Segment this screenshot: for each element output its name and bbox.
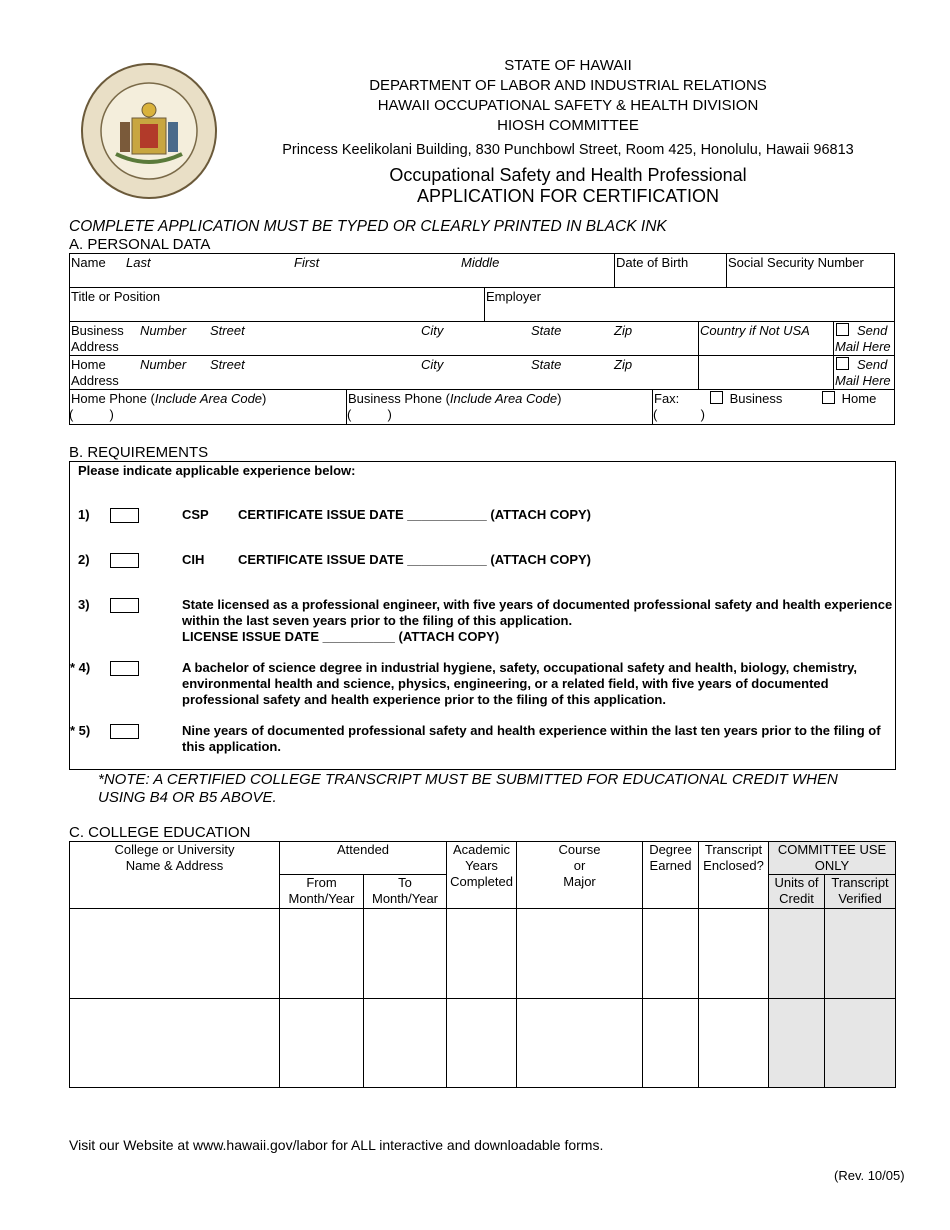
- req1-number: 1): [78, 507, 90, 522]
- ssn-input[interactable]: [727, 270, 893, 286]
- business-number-label: Number: [140, 323, 187, 338]
- business-street-label: Street: [210, 323, 245, 338]
- req3-text-line2: within the last seven years prior to the filing of this application.: [182, 613, 573, 628]
- req5-number: * 5): [70, 723, 91, 738]
- college-cell[interactable]: [70, 909, 280, 999]
- req2-number: 2): [78, 552, 90, 567]
- name-input[interactable]: [70, 270, 613, 286]
- home-number-label: Number: [140, 357, 187, 372]
- send-label: Send: [857, 357, 888, 372]
- instructions: COMPLETE APPLICATION MUST BE TYPED OR CLEARLY PRINTED IN BLACK INK: [69, 218, 667, 235]
- header-address: Princess Keelikolani Building, 830 Punchbowl Street, Room 425, Honolulu, Hawaii 96813: [282, 142, 854, 158]
- employer-label: Employer: [486, 289, 541, 304]
- col-committee-header: COMMITTEE USE ONLY: [769, 842, 896, 875]
- degree-cell[interactable]: [643, 909, 699, 999]
- fax-business-checkbox[interactable]: [710, 391, 723, 404]
- years-cell[interactable]: [447, 999, 517, 1088]
- transcript-note-line1: *NOTE: A CERTIFIED COLLEGE TRANSCRIPT MUST BE SUBMITTED FOR EDUCATIONAL CREDIT WHEN: [98, 771, 838, 788]
- home-address-label-2: Address: [71, 373, 119, 388]
- req4-number: * 4): [70, 660, 91, 675]
- course-cell[interactable]: [517, 909, 643, 999]
- req3-text-line1: State licensed as a professional engineer, with five years of documented professional safety and health experience: [182, 597, 893, 612]
- middle-name-label: Middle: [461, 255, 500, 270]
- col-college-header: College or University Name & Address: [70, 842, 280, 909]
- name-label: Name: [71, 255, 106, 270]
- home-send-checkbox[interactable]: [836, 357, 849, 370]
- req5-text-line1: Nine years of documented professional safety and health experience within the last ten years prior to the filing of: [182, 723, 881, 738]
- req2-text: CERTIFICATE ISSUE DATE ___________ (ATTACH COPY): [238, 552, 592, 567]
- title-position-input[interactable]: [70, 304, 483, 320]
- req4-text-line2: environmental health and science, physics, engineering, or a related field, with five years of documented: [182, 676, 829, 691]
- first-name-label: First: [294, 255, 320, 270]
- req1-checkbox[interactable]: [110, 508, 139, 523]
- business-phone-input[interactable]: ( ): [347, 407, 392, 422]
- state-seal: [80, 62, 218, 200]
- business-phone-label: Business Phone (Include Area Code): [348, 391, 562, 406]
- dob-label: Date of Birth: [616, 255, 689, 270]
- home-city-label: City: [421, 357, 444, 372]
- from-cell[interactable]: [280, 909, 364, 999]
- fax-home-checkbox[interactable]: [822, 391, 835, 404]
- website-note: Visit our Website at www.hawaii.gov/labor for ALL interactive and downloadable forms.: [69, 1137, 604, 1153]
- section-c-heading: C. COLLEGE EDUCATION: [69, 824, 251, 841]
- col-course-header: Course or Major: [517, 842, 643, 909]
- col-from-header: From Month/Year: [280, 875, 364, 909]
- business-send-mail[interactable]: [836, 323, 887, 339]
- from-cell[interactable]: [280, 999, 364, 1088]
- table-row: [70, 999, 896, 1088]
- degree-cell[interactable]: [643, 999, 699, 1088]
- fax-label: Fax:: [654, 391, 680, 406]
- course-cell[interactable]: [517, 999, 643, 1088]
- header-line4: HIOSH COMMITTEE: [497, 117, 639, 134]
- table-row: [70, 909, 896, 999]
- college-cell[interactable]: [70, 999, 280, 1088]
- col-attended-header: Attended: [280, 842, 447, 875]
- verified-cell: [825, 999, 896, 1088]
- dob-input[interactable]: [615, 270, 725, 286]
- business-state-label: State: [531, 323, 562, 338]
- to-cell[interactable]: [364, 999, 447, 1088]
- req1-text: CERTIFICATE ISSUE DATE ___________ (ATTACH COPY): [238, 507, 592, 522]
- home-mail-here-label: Mail Here: [835, 373, 891, 388]
- requirements-intro: Please indicate applicable experience below:: [78, 463, 356, 478]
- business-address-label-1: Business: [71, 323, 124, 338]
- home-send-mail[interactable]: [836, 357, 887, 373]
- revision-label: (Rev. 10/05): [834, 1168, 905, 1183]
- col-to-header: To Month/Year: [364, 875, 447, 909]
- req2-code: CIH: [182, 552, 205, 567]
- business-send-checkbox[interactable]: [836, 323, 849, 336]
- business-mail-here-label: Mail Here: [835, 339, 891, 354]
- section-a-heading: A. PERSONAL DATA: [69, 236, 211, 253]
- req5-checkbox[interactable]: [110, 724, 139, 739]
- section-b-heading: B. REQUIREMENTS: [69, 444, 209, 461]
- transcript-cell[interactable]: [699, 909, 769, 999]
- fax-home-option[interactable]: Home: [822, 391, 876, 407]
- home-phone-label: Home Phone (Include Area Code): [71, 391, 267, 406]
- col-years-header: Academic Years Completed: [447, 842, 517, 909]
- transcript-cell[interactable]: [699, 999, 769, 1088]
- fax-business-option[interactable]: Business: [710, 391, 782, 407]
- header-line1: STATE OF HAWAII: [504, 57, 632, 74]
- units-cell: [769, 909, 825, 999]
- business-city-label: City: [421, 323, 444, 338]
- country-label: Country if Not USA: [700, 323, 810, 338]
- employer-input[interactable]: [485, 304, 893, 320]
- business-zip-label: Zip: [614, 323, 633, 338]
- ssn-label: Social Security Number: [728, 255, 864, 270]
- col-transcript-header: Transcript Enclosed?: [699, 842, 769, 909]
- req3-text-line3: LICENSE ISSUE DATE __________ (ATTACH COPY): [182, 629, 500, 644]
- verified-cell: [825, 909, 896, 999]
- education-table: [69, 841, 896, 1088]
- to-cell[interactable]: [364, 909, 447, 999]
- form-subtitle: APPLICATION FOR CERTIFICATION: [416, 186, 720, 206]
- business-address-label-2: Address: [71, 339, 119, 354]
- home-phone-input[interactable]: ( ): [69, 407, 114, 422]
- req4-checkbox[interactable]: [110, 661, 139, 676]
- req1-code: CSP: [182, 507, 209, 522]
- col-units-header: Units of Credit: [769, 875, 825, 909]
- transcript-note-line2: USING B4 OR B5 ABOVE.: [98, 789, 277, 806]
- business-address-input[interactable]: [140, 338, 696, 354]
- req2-checkbox[interactable]: [110, 553, 139, 568]
- home-address-label-1: Home: [71, 357, 106, 372]
- home-state-label: State: [531, 357, 562, 372]
- req5-text-line2: this application.: [182, 739, 281, 754]
- req4-text-line1: A bachelor of science degree in industrial hygiene, safety, occupational safety and health, biology, chemistry,: [182, 660, 857, 675]
- header-line3: HAWAII OCCUPATIONAL SAFETY & HEALTH DIVISION: [377, 97, 759, 114]
- home-street-label: Street: [210, 357, 245, 372]
- title-position-label: Title or Position: [71, 289, 161, 304]
- col-degree-header: Degree Earned: [643, 842, 699, 909]
- req3-checkbox[interactable]: [110, 598, 139, 613]
- fax-input[interactable]: ( ): [653, 407, 705, 422]
- col-verified-header: Transcript Verified: [825, 875, 896, 909]
- header-line2: DEPARTMENT OF LABOR AND INDUSTRIAL RELATIONS: [369, 77, 767, 94]
- home-zip-label: Zip: [614, 357, 633, 372]
- seal-text: [218, 62, 219, 63]
- years-cell[interactable]: [447, 909, 517, 999]
- last-name-label: Last: [126, 255, 151, 270]
- home-address-input[interactable]: [140, 372, 696, 388]
- req3-number: 3): [78, 597, 90, 612]
- form-title: Occupational Safety and Health Professional: [389, 165, 747, 185]
- req4-text-line3: professional safety and health experience prior to the filing of this application.: [182, 692, 666, 707]
- units-cell: [769, 999, 825, 1088]
- send-label: Send: [857, 323, 888, 338]
